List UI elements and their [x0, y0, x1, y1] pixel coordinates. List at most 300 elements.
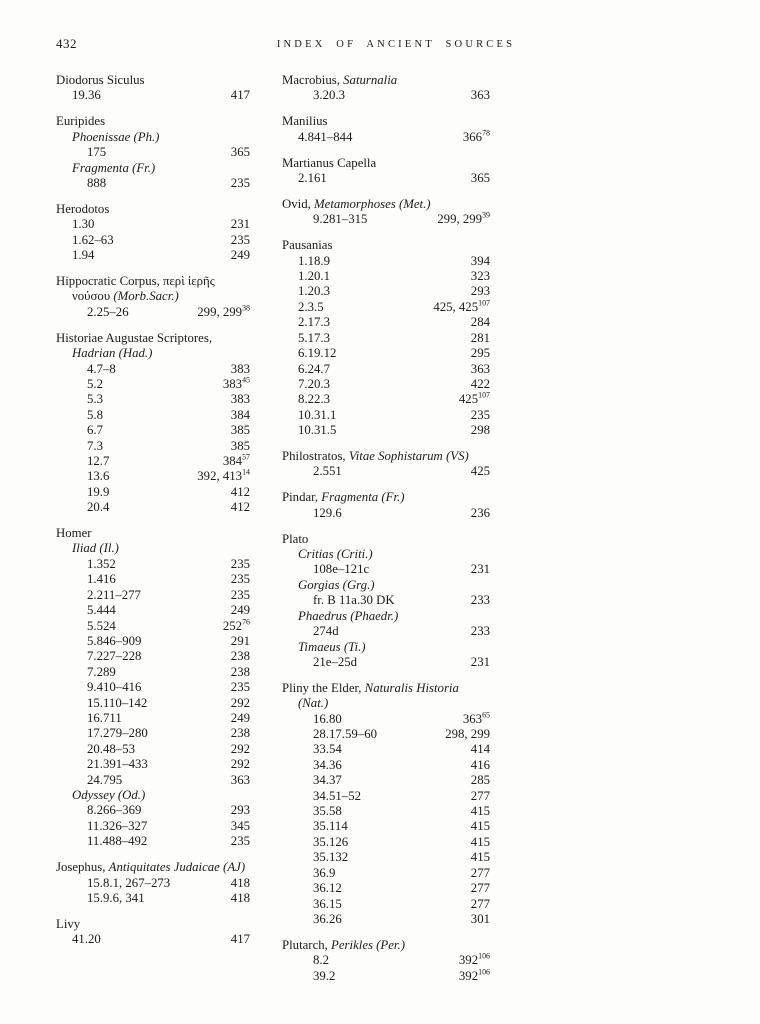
entry-text: [87, 176, 106, 191]
entry-segment: 9.410–416: [87, 680, 142, 695]
entry-segment: 175: [87, 145, 107, 160]
page-ref: 412: [230, 484, 250, 499]
entry-text: [87, 377, 103, 392]
index-entry-row: [282, 171, 490, 186]
entry-segment: 5.444: [87, 603, 116, 618]
entry-text: [87, 145, 106, 160]
entry-text: [298, 315, 330, 330]
entry-text: [313, 897, 342, 912]
entry-text: [313, 866, 335, 881]
entry-segment: 35.114: [313, 819, 348, 834]
entry-text: [298, 640, 366, 655]
entry-segment: 19.36: [72, 88, 101, 103]
entry-segment: Josephus,: [56, 860, 109, 875]
page-ref: 236: [470, 505, 490, 520]
page-ref: 414: [470, 742, 490, 757]
index-entry-group: [56, 274, 250, 320]
work-title: Odyssey (Od.): [72, 787, 146, 802]
index-entry-group: [282, 449, 490, 480]
entry-text: [282, 449, 469, 464]
index-entry-row: [56, 876, 250, 891]
index-entry-row: [56, 500, 250, 515]
entry-text: [298, 254, 330, 269]
index-entry-row: [282, 212, 490, 227]
page-ref: 299, $299^{38}$: [197, 303, 250, 319]
page-ref: 392, $413^{14}$: [197, 468, 250, 484]
index-entry-row: [282, 392, 490, 407]
entry-text: [313, 969, 335, 984]
index-entry-row: [56, 248, 250, 263]
index-heading-row: [282, 238, 490, 253]
entry-text: [87, 665, 116, 680]
page-ref: $392^{106}$: [458, 951, 490, 968]
index-entry-row: [282, 773, 490, 788]
index-entry-group: [56, 917, 250, 948]
index-entry-group: [56, 73, 250, 104]
page-ref: 249: [230, 248, 250, 263]
index-entry-row: [56, 145, 250, 160]
index-entry-row: [56, 711, 250, 726]
entry-text: [87, 696, 147, 711]
entry-segment: 1.352: [87, 556, 116, 571]
index-heading-row: [282, 640, 490, 655]
entry-text: [56, 917, 80, 932]
entry-text: [313, 593, 395, 608]
page-ref: 235: [230, 587, 250, 602]
index-entry-row: [282, 742, 490, 757]
page-ref: 293: [230, 803, 250, 818]
entry-segment: 2.211–277: [87, 587, 141, 602]
entry-segment: 34.36: [313, 757, 342, 772]
entry-segment: 5.846–909: [87, 633, 142, 648]
entry-text: [298, 300, 324, 315]
index-entry-row: [56, 603, 250, 618]
index-heading-row: [56, 114, 250, 129]
entry-segment: Historiae Augustae Scriptores,: [56, 330, 213, 345]
entry-text: [298, 392, 330, 407]
entry-segment: 20.4: [87, 500, 110, 515]
entry-text: [87, 634, 141, 649]
entry-segment: Ovid,: [282, 196, 314, 211]
page-ref: 418: [230, 890, 250, 905]
index-entry-row: [282, 408, 490, 423]
page-ref: 385: [230, 438, 250, 453]
footnote-ref: 78: [482, 128, 490, 138]
page-ref: 301: [470, 911, 490, 926]
page-ref: 292: [230, 695, 250, 710]
page-ref: 235: [470, 407, 490, 422]
index-entry-row: [282, 789, 490, 804]
index-entry-group: [282, 490, 490, 521]
entry-segment: 20.48–53: [87, 741, 135, 756]
entry-text: [87, 572, 116, 587]
work-title: (Morb.Sacr.): [113, 289, 179, 304]
entry-text: [87, 469, 109, 484]
index-heading-row: [282, 156, 490, 171]
entry-text: [87, 392, 103, 407]
page-ref: $366^{78}$: [462, 128, 490, 144]
footnote-ref: 14: [242, 468, 250, 478]
index-entry-row: [282, 269, 490, 284]
page-ref: 235: [230, 834, 250, 849]
entry-text: [313, 727, 377, 742]
index-entry-row: [282, 464, 490, 479]
index-heading-row: [282, 73, 490, 88]
entry-text: [282, 490, 404, 505]
footnote-ref: 39: [482, 211, 490, 221]
entry-text: [72, 88, 101, 103]
page-ref: 235: [230, 556, 250, 571]
entry-text: [72, 289, 179, 304]
index-entry-row: [56, 696, 250, 711]
entry-segment: 888: [87, 175, 107, 190]
index-entry-row: [282, 300, 490, 315]
entry-segment: 1.94: [72, 248, 95, 263]
index-heading-row: [282, 681, 490, 696]
entry-text: [87, 834, 147, 849]
work-title: Phaedrus (Phaedr.): [298, 608, 399, 623]
entry-text: [282, 114, 328, 129]
page-ref: 277: [470, 881, 490, 896]
entry-text: [87, 819, 147, 834]
page-ref: 292: [230, 757, 250, 772]
entry-segment: Pliny the Elder,: [282, 680, 365, 695]
entry-text: [313, 835, 348, 850]
index-entry-row: [282, 969, 490, 984]
entry-segment: 2.25–26: [87, 304, 129, 319]
page-ref: 238: [230, 649, 250, 664]
footnote-ref: 76: [242, 617, 250, 627]
index-entry-row: [282, 331, 490, 346]
entry-segment: 1.18.9: [298, 253, 330, 268]
index-entry-row: [56, 803, 250, 818]
entry-text: [282, 681, 459, 696]
page-ref: 384: [230, 407, 250, 422]
entry-segment: 274d: [313, 624, 339, 639]
entry-text: [298, 578, 375, 593]
index-entry-row: [282, 866, 490, 881]
page-ref: 299, $299^{39}$: [437, 211, 490, 227]
index-entry-row: [56, 217, 250, 232]
entry-text: [313, 562, 369, 577]
running-head-title: INDEX OF ANCIENT SOURCES: [276, 39, 516, 50]
index-entry-group: [282, 114, 490, 145]
entry-segment: Plutarch,: [282, 937, 332, 952]
entry-text: [56, 331, 212, 346]
entry-text: [298, 284, 330, 299]
index-entry-row: [56, 757, 250, 772]
entry-text: [87, 757, 148, 772]
page-ref: 292: [230, 741, 250, 756]
entry-text: [87, 619, 116, 634]
page-ref: 285: [470, 773, 490, 788]
footnote-ref: 107: [478, 391, 490, 401]
index-entry-row: [282, 655, 490, 670]
entry-text: [56, 73, 145, 88]
entry-text: [72, 248, 94, 263]
index-entry-row: [282, 804, 490, 819]
entry-segment: 6.7: [87, 423, 103, 438]
page-ref: 415: [470, 850, 490, 865]
index-entry-group: [282, 532, 490, 671]
entry-segment: Plato: [282, 531, 309, 546]
work-title: Metamorphoses (Met.): [314, 196, 431, 211]
entry-text: [298, 331, 330, 346]
work-title: Vitae Sophistarum (VS): [348, 449, 469, 464]
entry-segment: 16.711: [87, 710, 122, 725]
entry-text: [313, 88, 345, 103]
page-ref: 238: [230, 726, 250, 741]
page-ref: 385: [230, 423, 250, 438]
entry-segment: Livy: [56, 916, 81, 931]
entry-segment: 4.7–8: [87, 361, 116, 376]
index-heading-row: [56, 202, 250, 217]
entry-segment: 36.15: [313, 896, 342, 911]
index-entry-row: [282, 377, 490, 392]
entry-text: [56, 202, 109, 217]
entry-text: [313, 881, 342, 896]
index-entry-group: [282, 681, 490, 928]
entry-text: [87, 711, 122, 726]
entry-segment: 12.7: [87, 453, 110, 468]
entry-text: [56, 114, 105, 129]
entry-segment: 8.266–369: [87, 803, 142, 818]
entry-text: [313, 712, 342, 727]
entry-segment: 11.488–492: [87, 834, 148, 849]
index-entry-row: [282, 593, 490, 608]
entry-text: [298, 171, 327, 186]
entry-segment: 7.3: [87, 438, 103, 453]
page-ref: 417: [230, 932, 250, 947]
index-heading-row: [56, 130, 250, 145]
page-ref: 415: [470, 834, 490, 849]
entry-segment: 16.80: [313, 711, 342, 726]
index-entry-row: [56, 891, 250, 906]
page-ref: 238: [230, 664, 250, 679]
entry-segment: 35.132: [313, 850, 349, 865]
page-ref: 363: [470, 361, 490, 376]
entry-segment: 11.326–327: [87, 818, 148, 833]
index-entry-row: [56, 88, 250, 103]
entry-segment: 1.416: [87, 572, 116, 587]
entry-text: [313, 464, 342, 479]
index-entry-row: [56, 392, 250, 407]
index-entry-row: [282, 881, 490, 896]
index-heading-row: [282, 938, 490, 953]
entry-segment: Macrobius,: [282, 73, 344, 87]
page-ref: 425, $425^{107}$: [433, 298, 490, 314]
index-entry-row: [282, 712, 490, 727]
entry-text: [298, 130, 352, 145]
index-entry-group: [282, 938, 490, 984]
index-entry-row: [282, 506, 490, 521]
footnote-ref: 38: [242, 303, 250, 313]
footnote-ref: 65: [482, 710, 490, 720]
entry-text: [298, 269, 330, 284]
index-entry-row: [56, 439, 250, 454]
work-title: Iliad (Il.): [72, 541, 119, 556]
work-title: Timaeus (Ti.): [298, 639, 366, 654]
entry-segment: 15.110–142: [87, 695, 148, 710]
work-title: (Nat.): [298, 696, 329, 711]
index-heading-row: [56, 161, 250, 176]
index-entry-row: [282, 835, 490, 850]
entry-text: [313, 758, 342, 773]
entry-segment: 41.20: [72, 932, 101, 947]
page-ref: 323: [470, 269, 490, 284]
entry-segment: 10.31.5: [298, 423, 337, 438]
index-entry-group: [56, 331, 250, 516]
page-ref: 345: [230, 818, 250, 833]
entry-text: [313, 804, 342, 819]
page-ref: 365: [230, 145, 250, 160]
index-entry-row: [282, 423, 490, 438]
index-entry-row: [282, 850, 490, 865]
index-entry-group: [56, 202, 250, 264]
entry-segment: 33.54: [313, 742, 342, 757]
index-entry-row: [56, 834, 250, 849]
footnote-ref: 106: [478, 951, 490, 961]
entry-text: [72, 932, 101, 947]
index-column-left: [56, 73, 250, 958]
page-ref: 291: [230, 633, 250, 648]
index-heading-row: [282, 114, 490, 129]
index-entry-row: [56, 742, 250, 757]
entry-text: [313, 850, 348, 865]
index-entry-row: [282, 727, 490, 742]
index-entry-row: [56, 665, 250, 680]
entry-text: [298, 362, 330, 377]
entry-segment: 36.12: [313, 881, 342, 896]
index-entry-row: [56, 819, 250, 834]
index-heading-row: [56, 860, 250, 875]
entry-segment: 1.30: [72, 217, 95, 232]
page-ref: 233: [470, 593, 490, 608]
page-ref: $363^{65}$: [462, 710, 490, 726]
entry-text: [72, 788, 145, 803]
page-number: 432: [56, 36, 77, 51]
work-title: Saturnalia: [343, 73, 398, 87]
page-ref: 277: [470, 788, 490, 803]
entry-segment: 6.24.7: [298, 361, 330, 376]
entry-text: [72, 217, 94, 232]
entry-text: [72, 130, 159, 145]
entry-text: [298, 346, 336, 361]
entry-text: [72, 541, 119, 556]
page-ref: $392^{106}$: [458, 967, 490, 983]
entry-text: [87, 680, 141, 695]
entry-text: [87, 439, 103, 454]
entry-text: [282, 938, 405, 953]
index-entry-row: [282, 130, 490, 145]
entry-segment: 17.279–280: [87, 726, 148, 741]
entry-segment: Homer: [56, 526, 92, 541]
footnote-ref: 45: [242, 375, 250, 385]
entry-text: [313, 742, 342, 757]
entry-segment: 5.524: [87, 618, 116, 633]
index-heading-row: [282, 578, 490, 593]
page-ref: $384^{57}$: [222, 452, 250, 468]
index-entry-group: [282, 238, 490, 438]
entry-text: [87, 742, 135, 757]
entry-text: [87, 773, 122, 788]
entry-text: [87, 588, 141, 603]
entry-segment: 8.22.3: [298, 392, 330, 407]
page-ref: 295: [470, 346, 490, 361]
entry-text: [282, 156, 376, 171]
entry-segment: 13.6: [87, 469, 110, 484]
page-ref: 363: [470, 88, 490, 103]
entry-text: [282, 238, 332, 253]
index-heading-row: [56, 917, 250, 932]
index-entry-group: [56, 526, 250, 850]
index-entry-row: [282, 254, 490, 269]
entry-segment: 7.20.3: [298, 376, 330, 391]
index-entry-group: [282, 73, 490, 104]
page-ref: $383^{45}$: [222, 375, 250, 391]
entry-text: [282, 73, 397, 88]
index-entry-row: [56, 634, 250, 649]
entry-text: [87, 557, 116, 572]
index-entry-row: [56, 572, 250, 587]
entry-text: [87, 500, 109, 515]
index-entry-row: [56, 680, 250, 695]
entry-text: [298, 377, 330, 392]
page-ref: 293: [470, 284, 490, 299]
entry-segment: 3.20.3: [313, 88, 345, 103]
entry-text: [87, 423, 103, 438]
entry-segment: 24.795: [87, 772, 123, 787]
index-entry-row: [56, 649, 250, 664]
entry-segment: νούσου: [72, 289, 114, 304]
entry-segment: 21.391–433: [87, 757, 148, 772]
entry-segment: Euripides: [56, 114, 106, 129]
index-entry-row: [282, 562, 490, 577]
index-entry-row: [56, 932, 250, 947]
entry-segment: 7.289: [87, 664, 116, 679]
page-ref: 231: [470, 562, 490, 577]
page-ref: 281: [470, 330, 490, 345]
entry-segment: 5.8: [87, 407, 103, 422]
entry-segment: 4.841–844: [298, 129, 353, 144]
page-ref: 233: [470, 624, 490, 639]
page-ref: 298: [470, 423, 490, 438]
entry-text: [87, 803, 141, 818]
page-ref: 383: [230, 392, 250, 407]
index-entry-row: [56, 176, 250, 191]
entry-text: [313, 912, 342, 927]
page-ref: 231: [470, 654, 490, 669]
entry-segment: 2.551: [313, 464, 342, 479]
index-heading-row: [282, 449, 490, 464]
entry-segment: 8.2: [313, 953, 329, 968]
entry-segment: 35.126: [313, 834, 349, 849]
index-heading-row: [56, 346, 250, 361]
index-entry-row: [56, 423, 250, 438]
index-heading-row: [282, 490, 490, 505]
page-ref: 425: [470, 464, 490, 479]
work-title: Hadrian (Had.): [72, 346, 153, 361]
entry-text: [72, 233, 114, 248]
work-title: Gorgias (Grg.): [298, 577, 375, 592]
entry-segment: fr. B 11a.30 DK: [313, 593, 395, 608]
index-entry-row: [282, 758, 490, 773]
index-entry-row: [56, 557, 250, 572]
index-heading-row: [282, 609, 490, 624]
page-ref: 235: [230, 175, 250, 190]
work-title: Naturalis Historia: [364, 680, 459, 695]
entry-text: [87, 891, 145, 906]
